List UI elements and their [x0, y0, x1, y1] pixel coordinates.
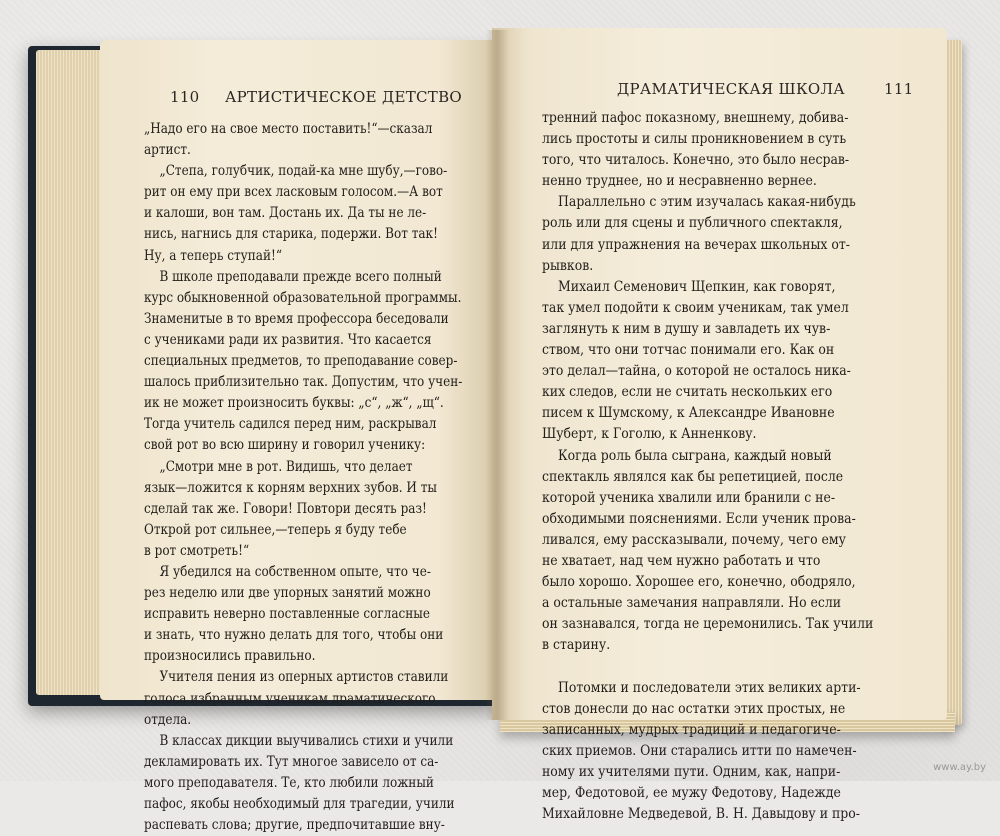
left-page	[100, 40, 498, 834]
text-line: Ну, а теперь ступай!“	[144, 247, 282, 264]
text-line: которой ученика хвалили или бранили с не-	[542, 489, 836, 506]
text-line: сделай так же. Говори! Повтори десять раз!	[144, 500, 427, 517]
text-line: декламировать их. Тут многое зависело от са-	[144, 753, 439, 770]
text-line: Когда роль была сыграна, каждый новый	[558, 447, 832, 464]
text-line: рит он ему при всех ласковым голосом.—А вот	[144, 184, 443, 201]
text-line: голоса избранным ученикам драматического	[144, 690, 436, 707]
text-line: ством, что они тотчас понимали его. Как он	[542, 342, 835, 359]
text-line: и калоши, вон там. Достань их. Да ты не ле-	[144, 205, 427, 222]
text-line: „Степа, голубчик, подай-ка мне шубу,—гово-	[159, 163, 448, 180]
text-line: в старину.	[542, 637, 611, 654]
right-page-number: 111	[884, 80, 914, 98]
text-line: и знать, что нужно делать для того, чтобы они	[144, 627, 444, 644]
text-line: рывков.	[542, 257, 594, 274]
text-line: того, что читалось. Конечно, это было несрав-	[542, 152, 850, 169]
text-line: это делал—тайна, о которой не осталось ника-	[542, 363, 851, 380]
text-line: спектакль являлся как бы репетицией, после	[542, 468, 844, 485]
text-line: Тогда учитель садился перед ним, раскрывал	[144, 416, 437, 433]
text-line: отдела.	[144, 711, 192, 728]
text-line: курс обыкновенной образовательной программы.	[144, 289, 462, 306]
text-line: исправить неверно поставленные согласные	[144, 606, 430, 623]
text-line: Открой рот сильнее,—теперь я буду тебе	[144, 521, 407, 538]
text-line: произносились правильно.	[144, 648, 316, 665]
text-line: шалось приблизительно так. Допустим, что учен-	[144, 374, 463, 391]
text-line: в рот смотреть!“	[144, 542, 250, 559]
text-line: а остальные замечания направляли. Но если	[542, 595, 842, 612]
text-line: тренний пафос показному, внешнему, добива-	[542, 110, 849, 126]
left-page-text	[144, 119, 463, 836]
watermark: www.ay.by	[933, 762, 986, 773]
text-line: Михайловне Медведевой, В. Н. Давыдову и про-	[542, 806, 860, 823]
text-line: Параллельно с этим изучалась какая-нибудь	[558, 194, 856, 211]
text-line: Потомки и последователи этих великих арти-	[558, 679, 861, 696]
text-line: В классах дикции выучивались стихи и учили	[159, 732, 454, 749]
text-line: рез неделю или две упорных занятий можно	[144, 585, 431, 602]
right-running-head: ДРАМАТИЧЕСКАЯ ШКОЛА	[617, 80, 845, 98]
text-line: записанных, мудрых традиций и педагогиче-	[542, 721, 841, 738]
text-line: специальных предметов, то преподавание совер-	[144, 353, 458, 370]
text-line: было хорошо. Хорошее его, конечно, ободряло,	[542, 574, 856, 591]
text-line: „Смотри мне в рот. Видишь, что делает	[159, 458, 413, 475]
text-line: Шуберт, к Гоголю, к Анненкову.	[542, 426, 757, 443]
left-running-head: АРТИСТИЧЕСКОЕ ДЕТСТВО	[225, 88, 462, 106]
text-line: он зазнавался, тогда не церемонились. Так учили	[542, 616, 874, 633]
book-gutter	[485, 30, 509, 720]
text-line: ких следов, если не считать нескольких его	[542, 384, 833, 401]
text-line: мер, Федотовой, ее мужу Федотову, Надежде	[542, 785, 841, 801]
text-line: свой рот во всю ширину и говорил ученику:	[144, 437, 426, 454]
text-line: ному их учителями пути. Одним, как, напри-	[542, 763, 841, 780]
text-line: „Надо его на свое место поставить!“—сказал	[144, 121, 433, 137]
text-line: писем к Шумскому, к Александре Ивановне	[542, 405, 835, 422]
text-line: мого преподавателя. Те, кто любили ложный	[144, 774, 434, 791]
left-page-number: 110	[170, 88, 200, 106]
text-line: Учителя пения из оперных артистов ставили	[159, 669, 449, 686]
text-line: лись простоты и силы проникновением в суть	[542, 131, 847, 148]
text-line: Я убедился на собственном опыте, что че-	[159, 563, 431, 580]
right-page-text	[542, 108, 874, 825]
text-line: ик не может произносить буквы: „с“, „ж“, „щ“.	[144, 395, 444, 412]
text-line: роль или для сцены и публичного спектакля,	[542, 215, 843, 232]
text-line: заглянуть к ним в душу и завладеть их чув-	[542, 320, 831, 337]
text-line: ских приемов. Они старались итти по намечен-	[542, 742, 857, 759]
text-line: артист.	[144, 142, 191, 159]
text-line: так умел подойти к своим ученикам, так умел	[542, 299, 849, 316]
text-line: или для упражнения на вечерах школьных от-	[542, 236, 850, 253]
text-line: Знаменитые в то время профессора беседовали	[144, 310, 449, 327]
text-line: ливался, ему рассказывали, почему, чего ему	[542, 531, 846, 548]
text-line: В школе преподавали прежде всего полный	[159, 268, 442, 285]
text-line: стов донесли до нас остатки этих простых, не	[542, 700, 846, 717]
text-line: не хватает, над чем нужно работать и что	[542, 552, 821, 569]
text-line: язык—ложится к корням верхних зубов. И ты	[144, 479, 438, 496]
text-line: нись, нагнись для старика, подержи. Вот так!	[144, 226, 438, 243]
right-page	[492, 28, 947, 823]
text-line: пафос, якобы необходимый для трагедии, учили	[144, 796, 455, 812]
text-line	[542, 656, 862, 677]
text-line: с учениками ради их развития. Что касается	[144, 331, 432, 348]
text-line: распевать слова; другие, предпочитавшие вну-	[144, 817, 445, 834]
text-line: ненно труднее, но и несравненно вернее.	[542, 173, 817, 190]
text-line: обходимыми пояснениями. Если ученик прова-	[542, 510, 856, 527]
text-line: Михаил Семенович Щепкин, как говорят,	[558, 278, 836, 295]
